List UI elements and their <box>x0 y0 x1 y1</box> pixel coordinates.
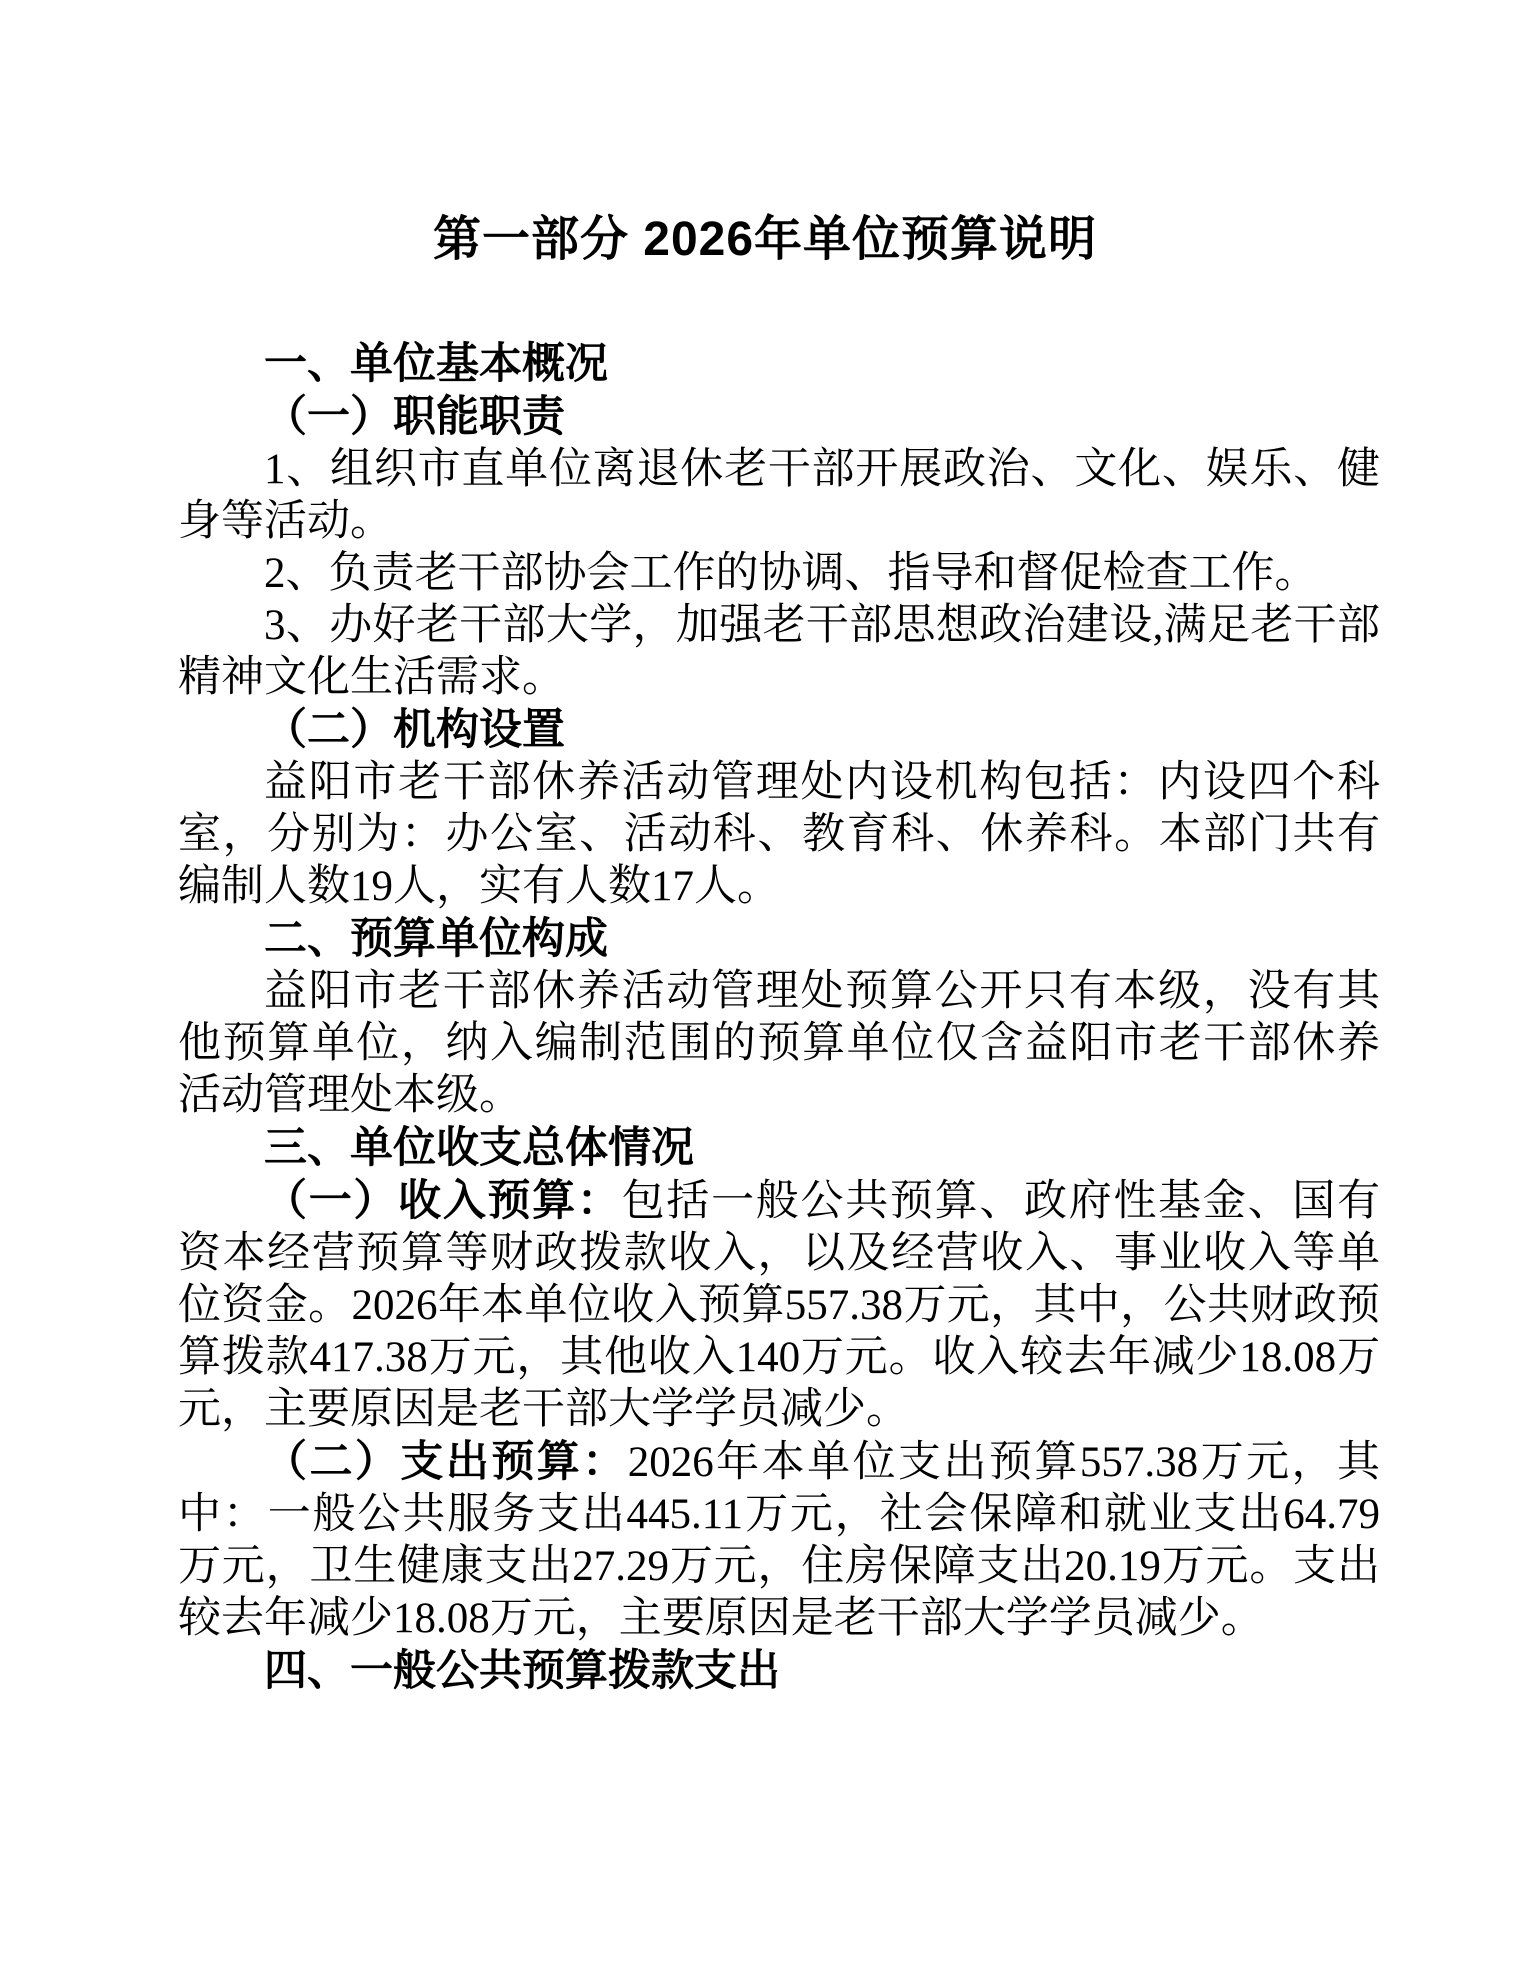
body-paragraph-duty-2 <box>178 548 1380 600</box>
heading-text: （一）职能职责 <box>264 393 565 441</box>
subsection-heading-organization <box>178 704 1380 757</box>
paragraph-lead-expenditure: （二）支出预算： <box>264 1438 628 1486</box>
body-paragraph-organization <box>178 757 1380 913</box>
body-paragraph-income-budget <box>178 1175 1380 1436</box>
section-heading-budget-units <box>178 913 1380 966</box>
paragraph-text: 益阳市老干部休养活动管理处预算公开只有本级，没有其他预算单位，纳入编制范围的预算单位仅含益阳市老干部休养活动管理处本级。 <box>178 968 1380 1119</box>
section-heading-unit-overview <box>178 338 1380 391</box>
paragraph-text: 2、负责老干部协会工作的协调、指导和督促检查工作。 <box>264 550 1318 597</box>
paragraph-text: 包括一般公共预算、政府性基金、国有资本经营预算等财政拨款收入，以及经营收入、事业收入等单位资金。2026年本单位收入预算557.38万元，其中，公共财政预算拨款417.38万元，其他收入140万元。收入较去年减少18.08万元，主要原因是老干部大学学员减少。 <box>178 1178 1381 1433</box>
body-paragraph-duty-3 <box>178 600 1380 704</box>
heading-text: 一、单位基本概况 <box>264 340 608 388</box>
document-body <box>178 338 1380 1698</box>
heading-text: 四、一般公共预算拨款支出 <box>264 1647 780 1695</box>
paragraph-text: 3、办好老干部大学，加强老干部思想政治建设,满足老干部精神文化生活需求。 <box>178 602 1380 701</box>
section-heading-public-budget-expenditure <box>178 1645 1380 1698</box>
paragraph-text: 益阳市老干部休养活动管理处内设机构包括：内设四个科室，分别为：办公室、活动科、教育科、休养科。本部门共有编制人数19人，实有人数17人。 <box>178 759 1380 910</box>
heading-text: 二、预算单位构成 <box>264 915 608 963</box>
paragraph-text: 2026年本单位支出预算557.38万元，其中：一般公共服务支出445.11万元，社会保障和就业支出64.79万元，卫生健康支出27.29万元，住房保障支出20.19万元。支出较去年减少18.08万元，主要原因是老干部大学学员减少。 <box>178 1439 1381 1642</box>
body-paragraph-expenditure-budget <box>178 1436 1380 1645</box>
section-heading-income-expenditure <box>178 1122 1380 1175</box>
paragraph-text: 1、组织市直单位离退休老干部开展政治、文化、娱乐、健身等活动。 <box>178 446 1380 545</box>
heading-text: （二）机构设置 <box>264 706 565 754</box>
subsection-heading-duties <box>178 391 1380 444</box>
body-paragraph-duty-1 <box>178 444 1380 548</box>
heading-text: 三、单位收支总体情况 <box>264 1124 694 1172</box>
paragraph-lead-income: （一）收入预算： <box>264 1177 622 1225</box>
page-title: 第一部分 2026年单位预算说明 <box>432 213 1098 266</box>
body-paragraph-budget-units <box>178 966 1380 1122</box>
